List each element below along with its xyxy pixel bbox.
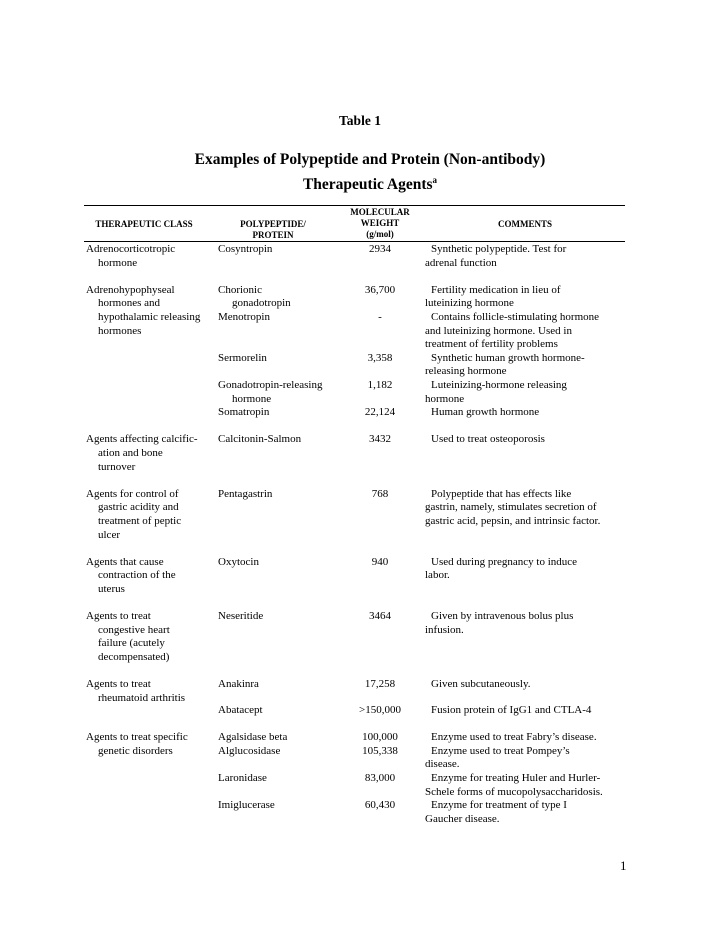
comment-line: Used to treat osteoporosis (431, 433, 545, 446)
molecular-weight: 17,258 (364, 678, 396, 691)
comment-line: Given by intravenous bolus plus (431, 610, 574, 623)
therapeutic-class-line: rheumatoid arthritis (98, 691, 186, 704)
title-footnote-mark: a (432, 175, 438, 185)
molecular-weight: 22,124 (364, 406, 396, 419)
agent-name-line: Cosyntropin (218, 243, 273, 255)
molecular-weight: >150,000 (359, 704, 401, 717)
agent-name-line: Chorionic (218, 283, 262, 296)
comment-line: Enzyme for treatment of type I (431, 799, 567, 812)
therapeutic-class-line: ulcer (98, 528, 120, 541)
therapeutic-class-line: hormones and (98, 297, 161, 310)
comment-line: luteinizing hormone (425, 297, 514, 310)
agent-name-line: Laronidase (218, 772, 267, 785)
therapeutic-class-line: Agents that cause (86, 555, 164, 568)
page-number: 1 (620, 858, 627, 873)
comment-line: labor. (425, 569, 450, 582)
comment-line: Gaucher disease. (425, 812, 500, 825)
therapeutic-class-line: treatment of peptic (98, 515, 182, 527)
comment-line: hormone (425, 392, 465, 405)
comment-line: Fertility medication in lieu of (431, 283, 561, 296)
agent-name-line: Alglucosidase (218, 744, 281, 757)
title-line-1: Examples of Polypeptide and Protein (Non-antibody) (194, 151, 546, 168)
comment-line: treatment of fertility problems (425, 338, 558, 351)
therapeutic-class-line: uterus (98, 583, 125, 595)
therapeutic-class-line: contraction of the (98, 569, 176, 582)
agent-name-line: Neseritide (218, 610, 264, 623)
molecular-weight: 3,358 (367, 351, 393, 364)
comment-line: Schele forms of mucopolysaccharidosis. (425, 785, 603, 798)
comment-line: Human growth hormone (431, 406, 540, 419)
therapeutic-class-line: hypothalamic releasing (98, 311, 201, 323)
agent-name-line: Imiglucerase (218, 799, 275, 812)
table-title (120, 150, 620, 195)
agent-name-line: Oxytocin (218, 555, 259, 568)
therapeutic-class-line: hormones (98, 324, 142, 337)
comment-line: Luteinizing-hormone releasing (431, 379, 567, 391)
molecular-weight: 940 (371, 555, 389, 568)
therapeutic-class-line: ation and bone (98, 447, 163, 459)
comment-line: Given subcutaneously. (431, 678, 531, 691)
header-protein-line-1: POLYPEPTIDE/ (240, 219, 306, 229)
agent-name-line: Sermorelin (218, 351, 267, 364)
comment-line: Enzyme used to treat Fabry’s disease. (431, 731, 597, 744)
comment-line: and luteinizing hormone. Used in (425, 324, 572, 337)
agent-name-line: gonadotropin (232, 297, 291, 310)
title-text: Therapeutic Agents (302, 176, 433, 194)
table-top-rule (84, 205, 625, 206)
comment-line: disease. (425, 758, 460, 771)
comment-line: releasing hormone (425, 365, 507, 378)
molecular-weight: 2934 (369, 243, 391, 255)
molecular-weight: 83,000 (364, 772, 396, 785)
header-mw-line-1: MOLECULAR (350, 207, 410, 217)
molecular-weight: 768 (371, 487, 389, 500)
header-bottom-rule (84, 241, 625, 242)
header-polypeptide-protein (218, 219, 328, 241)
comment-line: Fusion protein of IgG1 and CTLA-4 (431, 704, 592, 717)
agent-name-line: Abatacept (218, 704, 263, 717)
therapeutic-class-line: Agents for control of (86, 487, 179, 500)
agent-name-line: Calcitonin-Salmon (218, 433, 302, 446)
comment-line: Used during pregnancy to induce (431, 555, 578, 568)
header-protein-line-2: PROTEIN (252, 230, 294, 240)
comment-line: Contains follicle-stimulating hormone (431, 311, 600, 323)
therapeutic-class-line: genetic disorders (98, 744, 173, 757)
comment-line: gastrin, namely, stimulates secretion of (425, 501, 597, 514)
title-line-2 (120, 170, 620, 195)
comment-line: Enzyme for treating Huler and Hurler- (431, 772, 601, 785)
molecular-weight: 1,182 (367, 379, 393, 391)
agent-name-line: hormone (232, 392, 272, 405)
agent-name-line: Somatropin (218, 406, 270, 419)
agent-name-line: Menotropin (218, 311, 270, 323)
comment-line: Synthetic human growth hormone- (431, 351, 585, 364)
header-therapeutic-class: THERAPEUTIC CLASS (95, 219, 193, 229)
therapeutic-class-line: Agents to treat specific (86, 731, 188, 744)
agent-name-line: Gonadotropin-releasing (218, 379, 323, 391)
therapeutic-class-line: hormone (98, 256, 138, 269)
comment-line: Enzyme used to treat Pompey’s (431, 744, 570, 757)
agent-name-line: Anakinra (218, 678, 259, 691)
header-molecular-weight (340, 207, 420, 240)
therapeutic-class-line: Adrenohypophyseal (86, 283, 175, 296)
therapeutic-class-line: congestive heart (98, 623, 170, 636)
header-comments: COMMENTS (498, 219, 552, 229)
molecular-weight: 3464 (369, 610, 391, 623)
header-mw-line-2: WEIGHT (360, 218, 400, 228)
molecular-weight: 105,338 (362, 744, 398, 757)
therapeutic-class-line: failure (acutely (98, 637, 165, 650)
comment-line: Synthetic polypeptide. Test for (431, 243, 567, 255)
comment-line: Polypeptide that has effects like (431, 487, 572, 500)
therapeutic-class-line: Agents affecting calcific- (86, 433, 198, 446)
header-mw-line-3: (g/mol) (366, 229, 394, 239)
therapeutic-class-line: Agents to treat (86, 678, 151, 691)
comment-line: infusion. (425, 623, 464, 636)
comment-line: gastric acid, pepsin, and intrinsic factor. (425, 515, 601, 527)
molecular-weight: 3432 (369, 433, 391, 446)
therapeutic-class-line: Adrenocorticotropic (86, 243, 176, 255)
agent-name-line: Agalsidase beta (218, 731, 288, 744)
therapeutic-class-line: Agents to treat (86, 610, 151, 623)
comment-line: adrenal function (425, 256, 497, 269)
molecular-weight: 36,700 (364, 283, 396, 296)
molecular-weight: - (378, 311, 382, 323)
therapeutic-class-line: gastric acidity and (98, 501, 179, 514)
therapeutic-class-line: decompensated) (98, 651, 170, 663)
molecular-weight: 60,430 (364, 799, 396, 812)
agent-name-line: Pentagastrin (218, 487, 273, 500)
table-label: Table 1 (339, 113, 381, 128)
therapeutic-class-line: turnover (98, 460, 136, 473)
molecular-weight: 100,000 (362, 731, 398, 744)
